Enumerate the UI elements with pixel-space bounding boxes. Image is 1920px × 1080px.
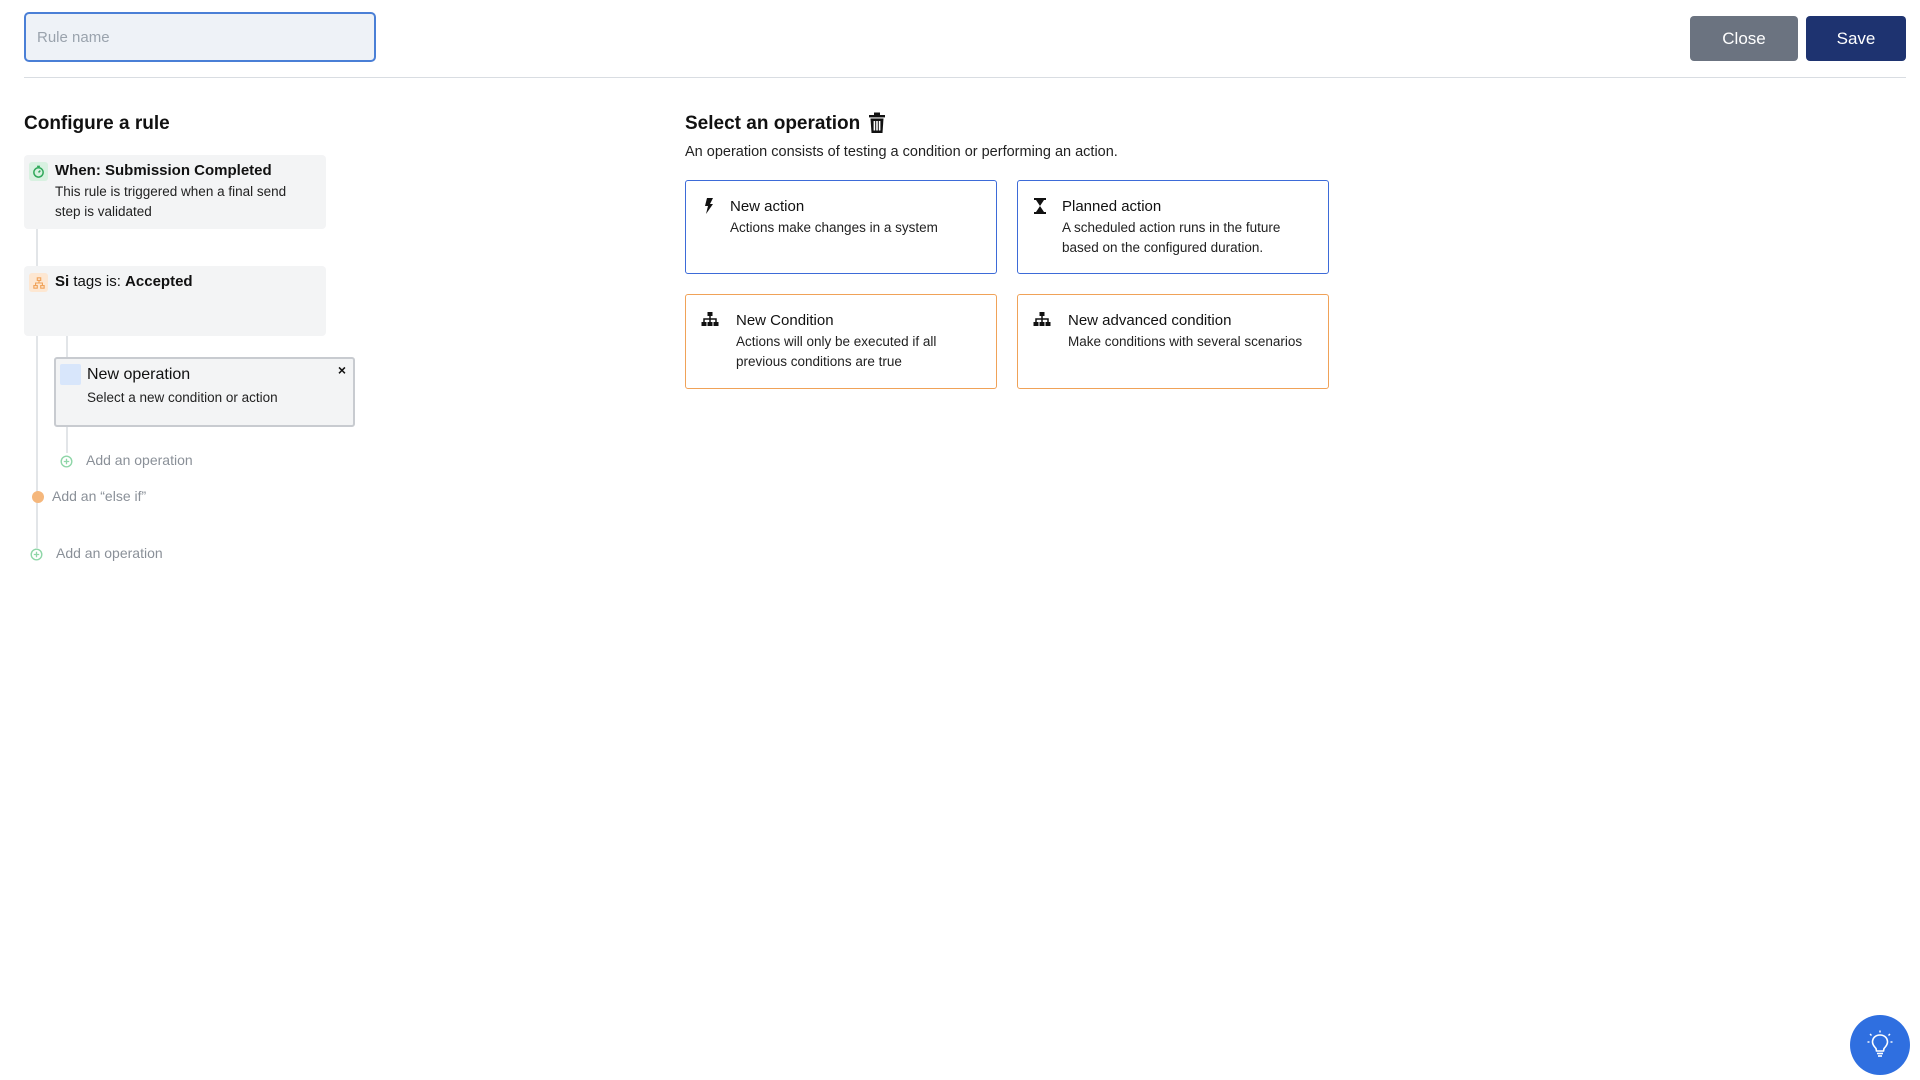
condition-operator: tags is:	[69, 273, 126, 290]
new-action-card[interactable]	[685, 180, 997, 274]
add-else-if-link[interactable]: Add an “else if”	[52, 488, 147, 504]
add-operation-inner-link[interactable]: Add an operation	[86, 452, 193, 468]
connector-line	[36, 229, 38, 267]
new-operation-description: Select a new condition or action	[87, 390, 278, 405]
new-condition-description: Actions will only be executed if all previous conditions are true	[736, 334, 937, 369]
connector-line	[66, 427, 68, 453]
new-advanced-condition-title: New advanced condition	[1068, 312, 1232, 329]
trash-icon[interactable]	[868, 112, 886, 134]
new-advanced-condition-description: Make conditions with several scenarios	[1068, 334, 1303, 349]
top-bar	[0, 0, 1920, 78]
connector-line	[36, 336, 38, 548]
sitemap-icon	[701, 311, 721, 331]
planned-action-card[interactable]	[1017, 180, 1329, 274]
sitemap-icon	[1033, 311, 1053, 331]
connector-line	[66, 336, 68, 358]
new-condition-title: New Condition	[736, 312, 834, 329]
select-operation-subtitle: An operation consists of testing a condition or performing an action.	[685, 144, 1118, 160]
close-button[interactable]: Close	[1690, 16, 1798, 61]
trigger-card[interactable]	[24, 155, 326, 229]
condition-prefix: Si	[55, 273, 70, 290]
add-circle-icon[interactable]	[30, 548, 43, 561]
bolt-icon	[700, 197, 720, 217]
header-divider	[24, 77, 1906, 78]
sitemap-icon	[29, 273, 48, 292]
configure-rule-title: Configure a rule	[24, 113, 170, 134]
trigger-description: This rule is triggered when a final send step is validated	[55, 184, 287, 219]
save-button[interactable]: Save	[1806, 16, 1906, 61]
rule-name-input[interactable]	[24, 12, 376, 62]
operation-placeholder-icon	[60, 364, 81, 385]
else-if-dot-icon[interactable]	[32, 491, 44, 503]
planned-action-description: A scheduled action runs in the future based on the configured duration.	[1062, 220, 1281, 255]
hourglass-icon	[1032, 197, 1052, 217]
close-icon[interactable]: ×	[337, 362, 346, 378]
new-operation-card[interactable]	[54, 357, 355, 427]
select-operation-title: Select an operation	[685, 113, 861, 134]
condition-card[interactable]	[24, 266, 326, 336]
condition-text	[55, 273, 193, 290]
stopwatch-icon	[29, 162, 48, 181]
new-action-description: Actions make changes in a system	[730, 220, 938, 235]
new-operation-title: New operation	[87, 366, 191, 383]
trigger-title: When: Submission Completed	[55, 162, 272, 179]
new-action-title: New action	[730, 198, 805, 215]
lightbulb-help-button[interactable]	[1850, 1015, 1910, 1075]
new-condition-card[interactable]	[685, 294, 997, 389]
condition-value: Accepted	[125, 273, 193, 290]
planned-action-title: Planned action	[1062, 198, 1162, 215]
lightbulb-icon	[1867, 1030, 1893, 1060]
add-circle-icon[interactable]	[60, 455, 73, 468]
add-operation-outer-link[interactable]: Add an operation	[56, 545, 163, 561]
new-advanced-condition-card[interactable]	[1017, 294, 1329, 389]
